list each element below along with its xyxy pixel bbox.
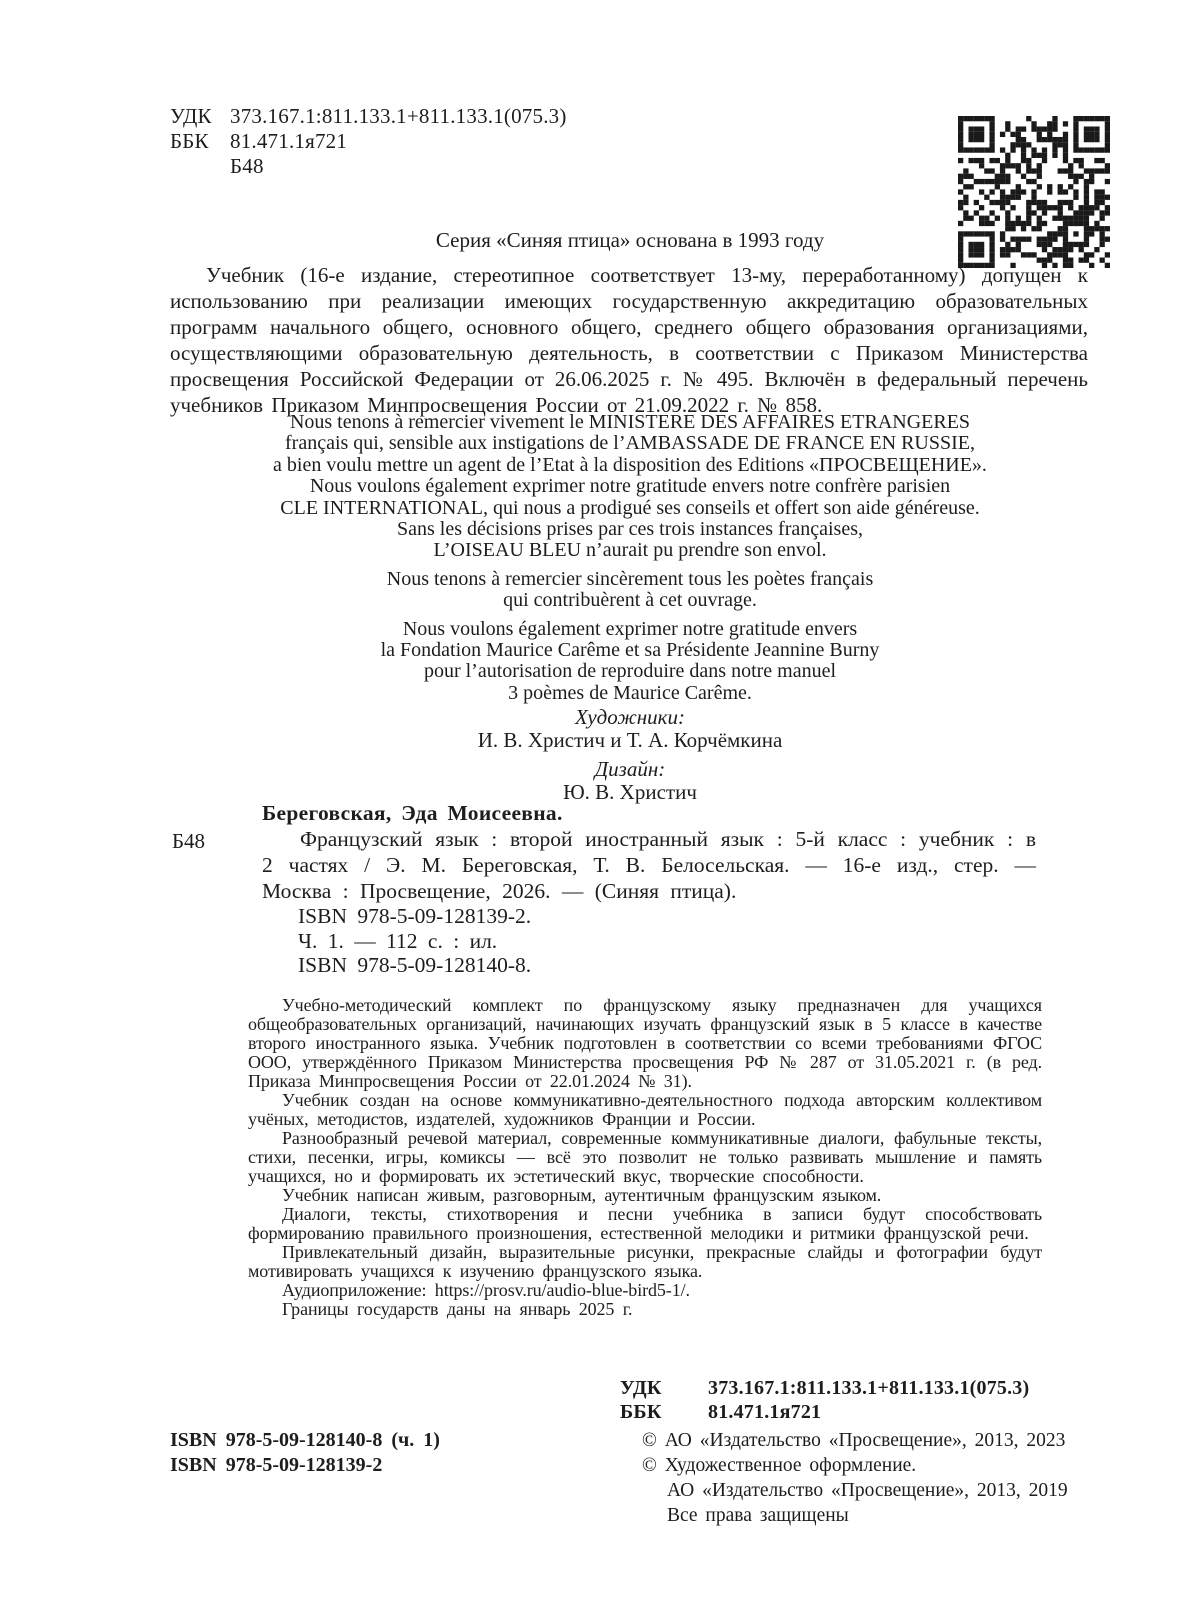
annotation-paragraph: Разнообразный речевой материал, современные коммуникативные диалоги, фабульные тексты, стихи, песенки, игры, комиксы — всё это позволит не только развивать мышление и память учащихся, но и формировать их эстетический вкус, творческие способности.	[248, 1128, 1042, 1186]
designer-name: Ю. В. Христич	[563, 780, 697, 804]
annotation-paragraph: Диалоги, тексты, стихотворения и песни учебника в записи будут способствовать формированию правильного произношения, естественной мелодики и ритмики французской речи.	[248, 1204, 1042, 1243]
artists-label: Художники:	[574, 705, 686, 729]
bbk-row	[170, 129, 567, 154]
classification-bottom	[620, 1376, 1029, 1424]
catalog-detail-line: Ч. 1. — 112 с. : ил.	[298, 928, 498, 953]
catalog-card	[170, 800, 1036, 978]
ack-line: la Fondation Maurice Carême et sa Présidente Jeannine Burny	[380, 639, 880, 662]
catalog-description: Французский язык : второй иностранный язык : 5-й класс : учебник : в 2 частях / Э. М. Береговская, Т. В. Белосельская. — 16-е изд., стер. — Москва : Просвещение, 2026. — (Синяя птица).	[262, 827, 1036, 903]
annotation-paragraph: Учебник написан живым, разговорным, аутентичным французским языком.	[282, 1185, 882, 1205]
ack-poets-block	[140, 569, 1120, 612]
author-sign-row	[170, 154, 567, 179]
design-label: Дизайн:	[594, 757, 666, 781]
footer-isbn-block	[170, 1428, 440, 1478]
ack-line: Nous voulons également exprimer notre gratitude envers notre confrère parisien	[309, 475, 951, 498]
ack-line: L’OISEAU BLEU n’aurait pu prendre son envol.	[433, 539, 827, 562]
series-note: Серия «Синяя птица» основана в 1993 году	[435, 228, 825, 252]
annotation	[248, 996, 1042, 1319]
annotation-paragraph: Учебно-методический комплект по французскому языку предназначен для учащихся общеобразовательных организаций, начинающих изучать французский язык в 5 классе в качестве второго иностранного языка. Учебник подготовлен в соответствии со всеми требованиями ФГОС ООО, утверждённого Приказом Министерства просвещения РФ № 287 от 31.05.2021 г. (в ред. Приказа Минпросвещения России от 22.01.2024 № 31).	[248, 995, 1042, 1091]
ack-line: 3 poèmes de Maurice Carême.	[508, 681, 752, 704]
catalog-author-heading: Береговская, Эда Моисеевна.	[262, 801, 563, 825]
udk-row	[170, 104, 567, 129]
footer-copyright-block	[642, 1428, 1068, 1528]
annotation-paragraph: Учебник создан на основе коммуникативно-деятельностного подхода авторским коллективом учёных, методистов, издателей, художников Франции и России.	[248, 1090, 1042, 1129]
catalog-detail-line: ISBN 978-5-09-128139-2.	[298, 904, 532, 928]
bbk-bottom-value: 81.471.1я721	[708, 1401, 822, 1423]
ack-line: Nous tenons à remercier sincèrement tous les poètes français	[386, 567, 874, 590]
catalog-detail-line: ISBN 978-5-09-128140-8.	[298, 953, 532, 977]
ack-line: Nous tenons à remercier vivement le MINISTERE DES AFFAIRES ETRANGERES	[289, 411, 971, 433]
ack-line: Sans les décisions prises par ces trois instances françaises,	[397, 518, 863, 541]
udk-bottom-value: 373.167.1:811.133.1+811.133.1(075.3)	[708, 1377, 1030, 1399]
author-sign: Б48	[230, 154, 264, 178]
classification-top	[170, 104, 567, 179]
ack-ministry-block	[140, 412, 1120, 562]
ack-line: CLE INTERNATIONAL, qui nous a prodigué ses conseils et offert son aide généreuse.	[280, 496, 980, 519]
ack-line: français qui, sensible aux instigations de l’AMBASSADE DE FRANCE EN RUSSIE,	[285, 432, 975, 455]
ack-line: pour l’autorisation de reproduire dans notre manuel	[423, 660, 837, 683]
annotation-paragraph: Аудиоприложение: https://prosv.ru/audio-blue-bird5-1/.	[282, 1280, 690, 1300]
ack-line: Nous voulons également exprimer notre gratitude envers	[402, 617, 858, 640]
ack-line: qui contribuèrent à cet ouvrage.	[503, 589, 757, 612]
approval-paragraph: Учебник (16-е издание, стереотипное соответствует 13-му, переработанному) допущен к использованию при реализации имеющих государственную аккредитацию образовательных программ начального общего, основного общего, среднего общего образования организациями, осуществляющими образовательную деятельность, в соответствии с Приказом Министерства просвещения Российской Федерации от 26.06.2025 г. № 495. Включён в федеральный перечень учебников Приказом Минпросвещения России от 21.09.2022 г. № 858.	[170, 263, 1088, 417]
isbn-line: ISBN 978-5-09-128140-8 (ч. 1)	[170, 1429, 440, 1451]
acknowledgements	[140, 412, 1120, 711]
udk-bottom-label: УДК	[620, 1377, 662, 1399]
catalog-author-sign: Б48	[172, 829, 206, 853]
udk-bottom-row	[620, 1376, 1029, 1400]
udk-value: 373.167.1:811.133.1+811.133.1(075.3)	[230, 104, 567, 128]
annotation-paragraph: Привлекательный дизайн, выразительные рисунки, прекрасные слайды и фотографии будут мотивировать учащихся к изучению французского языка.	[248, 1242, 1042, 1281]
ack-line: a bien voulu mettre un agent de l’Etat à la disposition des Editions «ПРОСВЕЩЕНИЕ».	[273, 453, 987, 476]
annotation-paragraph: Границы государств даны на январь 2025 г.	[282, 1299, 633, 1319]
copyright-publisher: © АО «Издательство «Просвещение», 2013, 2023	[642, 1430, 1066, 1451]
bbk-bottom-row	[620, 1400, 1029, 1424]
copyright-artwork-publisher: АО «Издательство «Просвещение», 2013, 2019	[667, 1480, 1068, 1501]
catalog-details	[170, 904, 1036, 978]
bbk-label: ББК	[170, 129, 209, 153]
artists-names: И. В. Христич и Т. А. Корчёмкина	[477, 728, 783, 752]
bbk-bottom-label: ББК	[620, 1401, 662, 1423]
isbn-line: ISBN 978-5-09-128139-2	[170, 1454, 383, 1476]
credits	[140, 700, 1120, 804]
copyright-artwork: © Художественное оформление.	[642, 1455, 917, 1476]
ack-fondation-block	[140, 619, 1120, 705]
bbk-value: 81.471.1я721	[230, 129, 348, 153]
udk-label: УДК	[170, 104, 212, 128]
rights-reserved: Все права защищены	[667, 1505, 849, 1526]
